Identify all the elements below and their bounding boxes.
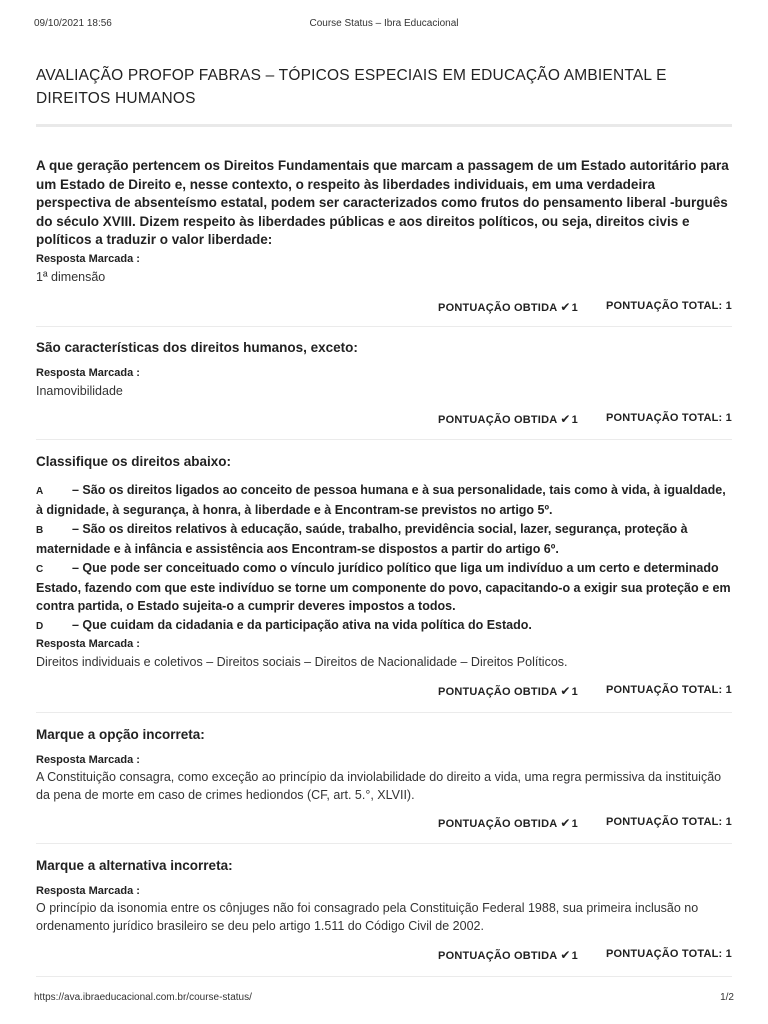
- score-row: [36, 684, 732, 698]
- question-text: São características dos direitos humanos, exceto:: [36, 340, 358, 355]
- score-obtained: PONTUAÇÃO OBTIDA ✔1: [438, 948, 578, 962]
- option-item: B – São os direitos relativos à educação, saúde, trabalho, previdência social, lazer, segurança, proteção à maternidade e à infância e assistência aos Encontram-se dispostos a partir do artigo 6º.: [36, 521, 688, 557]
- option-item: D – Que cuidam da cidadania e da participação ativa na vida política do Estado.: [36, 617, 532, 632]
- answer-value: A Constituição consagra, como exceção ao princípio da inviolabilidade do direito a vida, uma regra permissiva da instituição da pena de morte em caso de crimes hediondos (CF, art. 5.°, XLVII).: [36, 770, 722, 802]
- print-footer: [34, 992, 734, 1006]
- option-item: A – São os direitos ligados ao conceito de pessoa humana e à sua personalidade, tais como à vida, à igualdade, à dignidade, à segurança, à honra, à liberdade e à Encontram-se previstos no artigo 5º.: [36, 483, 726, 518]
- check-icon: ✔: [560, 300, 571, 314]
- score-total: PONTUAÇÃO TOTAL: 1: [605, 948, 732, 960]
- score-row: [36, 412, 732, 426]
- question-text: Marque a opção incorreta:: [36, 727, 205, 742]
- answer-label: Resposta Marcada :: [36, 754, 140, 766]
- score-total: PONTUAÇÃO TOTAL: 1: [605, 412, 732, 424]
- question-text: A que geração pertencem os Direitos Fundamentais que marcam a passagem de um Estado autoritário para um Estado de Direito e, nesse contexto, o respeito às liberdades individuais, em uma verdadeira perspectiva de absenteísmo estatal, podem ser caracterizados como frutos do pensamento liberal -burguês do século XVIII. Dizem respeito às liberdades públicas e aos direitos políticos, ou seja, direitos civis e políticos a traduzir o valor liberdade:: [36, 158, 729, 247]
- question-card: [36, 127, 732, 327]
- check-icon: ✔: [560, 412, 571, 426]
- answer-label: Resposta Marcada :: [36, 253, 140, 265]
- score-row: [36, 948, 732, 962]
- score-obtained: PONTUAÇÃO OBTIDA ✔1: [438, 300, 578, 314]
- page-title: AVALIAÇÃO PROFOP FABRAS – TÓPICOS ESPECIAIS EM EDUCAÇÃO AMBIENTAL E DIREITOS HUMANOS: [36, 64, 732, 127]
- answer-value: Inamovibilidade: [36, 384, 123, 398]
- check-icon: ✔: [560, 684, 571, 698]
- answer-label: Resposta Marcada :: [36, 638, 140, 650]
- score-obtained: PONTUAÇÃO OBTIDA ✔1: [438, 412, 578, 426]
- score-total: PONTUAÇÃO TOTAL: 1: [605, 300, 732, 312]
- main-content: [36, 64, 732, 977]
- check-icon: ✔: [560, 816, 571, 830]
- question-card: [36, 440, 732, 713]
- answer-value: 1ª dimensão: [36, 270, 106, 284]
- score-obtained: PONTUAÇÃO OBTIDA ✔1: [438, 684, 578, 698]
- answer-label: Resposta Marcada :: [36, 367, 140, 379]
- answer-label: Resposta Marcada :: [36, 885, 140, 897]
- score-total: PONTUAÇÃO TOTAL: 1: [605, 684, 732, 696]
- option-item: C – Que pode ser conceituado como o vínculo jurídico político que liga um indivíduo a um certo e determinado Estado, fazendo com que este indivíduo se torne um componente do povo, capacitando-o a exigir sua proteção e em contra partida, o Estado sujeita-o a cumprir deveres impostos a todos.: [36, 560, 731, 614]
- answer-value: O princípio da isonomia entre os cônjuges não foi consagrado pela Constituição Federal 1988, sua primeira inclusão no ordenamento jurídico brasileiro se deu pelo artigo 1.511 do Código Civil de 2002.: [36, 901, 699, 933]
- score-row: [36, 300, 732, 314]
- score-obtained: PONTUAÇÃO OBTIDA ✔1: [438, 816, 578, 830]
- question-text: Classifique os direitos abaixo:: [36, 454, 232, 469]
- score-row: [36, 816, 732, 830]
- question-card: [36, 327, 732, 440]
- print-datetime: 09/10/2021 18:56: [34, 18, 112, 29]
- question-text: Marque a alternativa incorreta:: [36, 858, 233, 873]
- question-card: [36, 713, 732, 844]
- options-list: [36, 481, 732, 636]
- page-number: 1/2: [720, 992, 734, 1003]
- check-icon: ✔: [560, 948, 571, 962]
- print-header: [34, 18, 734, 32]
- question-card: [36, 844, 732, 977]
- answer-value: Direitos individuais e coletivos – Direitos sociais – Direitos de Nacionalidade – Direitos Políticos.: [36, 655, 568, 669]
- page-url: https://ava.ibraeducacional.com.br/course-status/: [34, 992, 252, 1003]
- print-page-title: Course Status – Ibra Educacional: [309, 18, 459, 29]
- score-total: PONTUAÇÃO TOTAL: 1: [605, 816, 732, 828]
